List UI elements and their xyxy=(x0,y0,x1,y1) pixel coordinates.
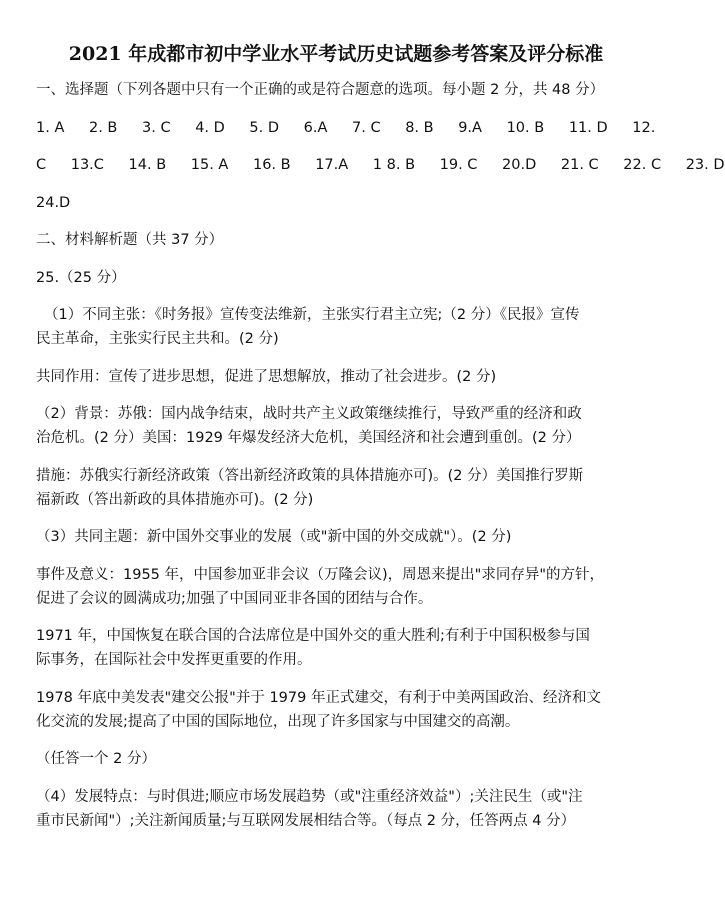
answer-item: 19. C xyxy=(439,157,478,173)
q25-part3-theme: （3）共同主题：新中国外交事业的发展（或"新中国的外交成就"）。(2 分) xyxy=(36,529,512,545)
q25-part4-paragraph xyxy=(36,785,636,833)
section1-heading: 一、选择题（下列各题中只有一个正确的或是符合题意的选项。每小题 2 分，共 48 分） xyxy=(36,82,605,98)
q25-part1-paragraph xyxy=(36,303,636,351)
answer-item: 21. C xyxy=(560,157,599,173)
answer-item: 15. A xyxy=(190,157,229,173)
text-line: 促进了会议的圆满成功;加强了中国同亚非各国的团结与合作。 xyxy=(36,590,433,607)
answer-item: 7. C xyxy=(352,119,381,136)
text-line: 事件及意义：1955 年，中国参加亚非会议（万隆会议)，周恩来提出"求同存异"的方针， xyxy=(36,566,605,583)
answer-item: 6.A xyxy=(303,119,328,136)
answer-item: 4. D xyxy=(195,119,225,136)
answer-item: 5. D xyxy=(249,119,280,136)
answer-row xyxy=(36,153,725,177)
q25-part3-scoring-note: （任答一个 2 分） xyxy=(36,751,156,767)
text-line: 治危机。(2 分）美国：1929 年爆发经济大危机，美国经济和社会遭到重创。(2 分） xyxy=(36,430,581,446)
answer-item: 24.D xyxy=(36,194,71,211)
answer-item: 9.A xyxy=(458,119,482,136)
text-line: 民主革命，主张实行民主共和。(2 分) xyxy=(36,331,279,347)
answer-row xyxy=(36,191,636,215)
q25-part2-background xyxy=(36,402,636,450)
text-line: 1978 年底中美发表"建交公报"并于 1979 年正式建交，有利于中美两国政治、经济和文 xyxy=(36,689,601,706)
answer-item: 8. B xyxy=(405,119,434,136)
q25-part3-event-1971 xyxy=(36,624,636,672)
text-line: 化交流的发展;提高了中国的国际地位，出现了许多国家与中国建交的高潮。 xyxy=(36,713,520,730)
text-line: （2）背景：苏俄：国内战争结束，战时共产主义政策继续推行，导致严重的经济和政 xyxy=(36,406,582,422)
answer-key xyxy=(36,116,725,215)
answer-item: C xyxy=(36,157,47,173)
answer-item: 1. A xyxy=(36,119,65,136)
answer-item: 12. xyxy=(632,119,656,136)
answer-item: 16. B xyxy=(252,157,291,173)
answer-row xyxy=(36,116,656,140)
answer-item: 1 8. B xyxy=(372,157,416,173)
q25-part1-common-role: 共同作用：宣传了进步思想，促进了思想解放，推动了社会进步。(2 分) xyxy=(36,368,497,385)
q25-part2-measures xyxy=(36,464,636,512)
answer-item: 23. D xyxy=(685,157,725,173)
answer-item: 10. B xyxy=(506,119,545,136)
answer-item: 3. C xyxy=(142,119,171,136)
page-title: 2021 年成都市初中学业水平考试历史试题参考答案及评分标准 xyxy=(68,43,604,65)
text-line: （4）发展特点：与时俱进;顺应市场发展趋势（或"注重经济效益"）;关注民生（或"注 xyxy=(36,788,583,805)
section2-heading: 二、材料解析题（共 37 分） xyxy=(36,232,224,248)
q25-part3-event-1978 xyxy=(36,686,636,734)
answer-item: 14. B xyxy=(128,157,167,173)
text-line: 重市民新闻"）;关注新闻质量;与互联网发展相结合等。（每点 2 分，任答两点 4 分） xyxy=(36,812,576,829)
q25-part3-event-1955 xyxy=(36,563,636,611)
text-line: 际事务，在国际社会中发挥更重要的作用。 xyxy=(36,652,312,668)
question-25-heading: 25.（25 分） xyxy=(36,269,126,286)
answer-item: 20.D xyxy=(502,157,537,173)
text-line: 措施：苏俄实行新经济政策（答出新经济政策的具体措施亦可)。(2 分）美国推行罗斯 xyxy=(36,467,584,484)
answer-item: 13.C xyxy=(70,157,104,173)
text-line: （1）不同主张：《时务报》宣传变法维新，主张实行君主立宪;（2 分）《民报》宣传 xyxy=(44,307,580,323)
text-line: 1971 年，中国恢复在联合国的合法席位是中国外交的重大胜利;有利于中国积极参与国 xyxy=(36,628,590,644)
answer-item: 17.A xyxy=(315,157,349,173)
answer-item: 11. D xyxy=(568,119,608,136)
answer-item: 22. C xyxy=(623,157,662,173)
text-line: 福新政（答出新政的具体措施亦可)。(2 分) xyxy=(36,491,314,508)
answer-item: 2. B xyxy=(88,119,118,136)
